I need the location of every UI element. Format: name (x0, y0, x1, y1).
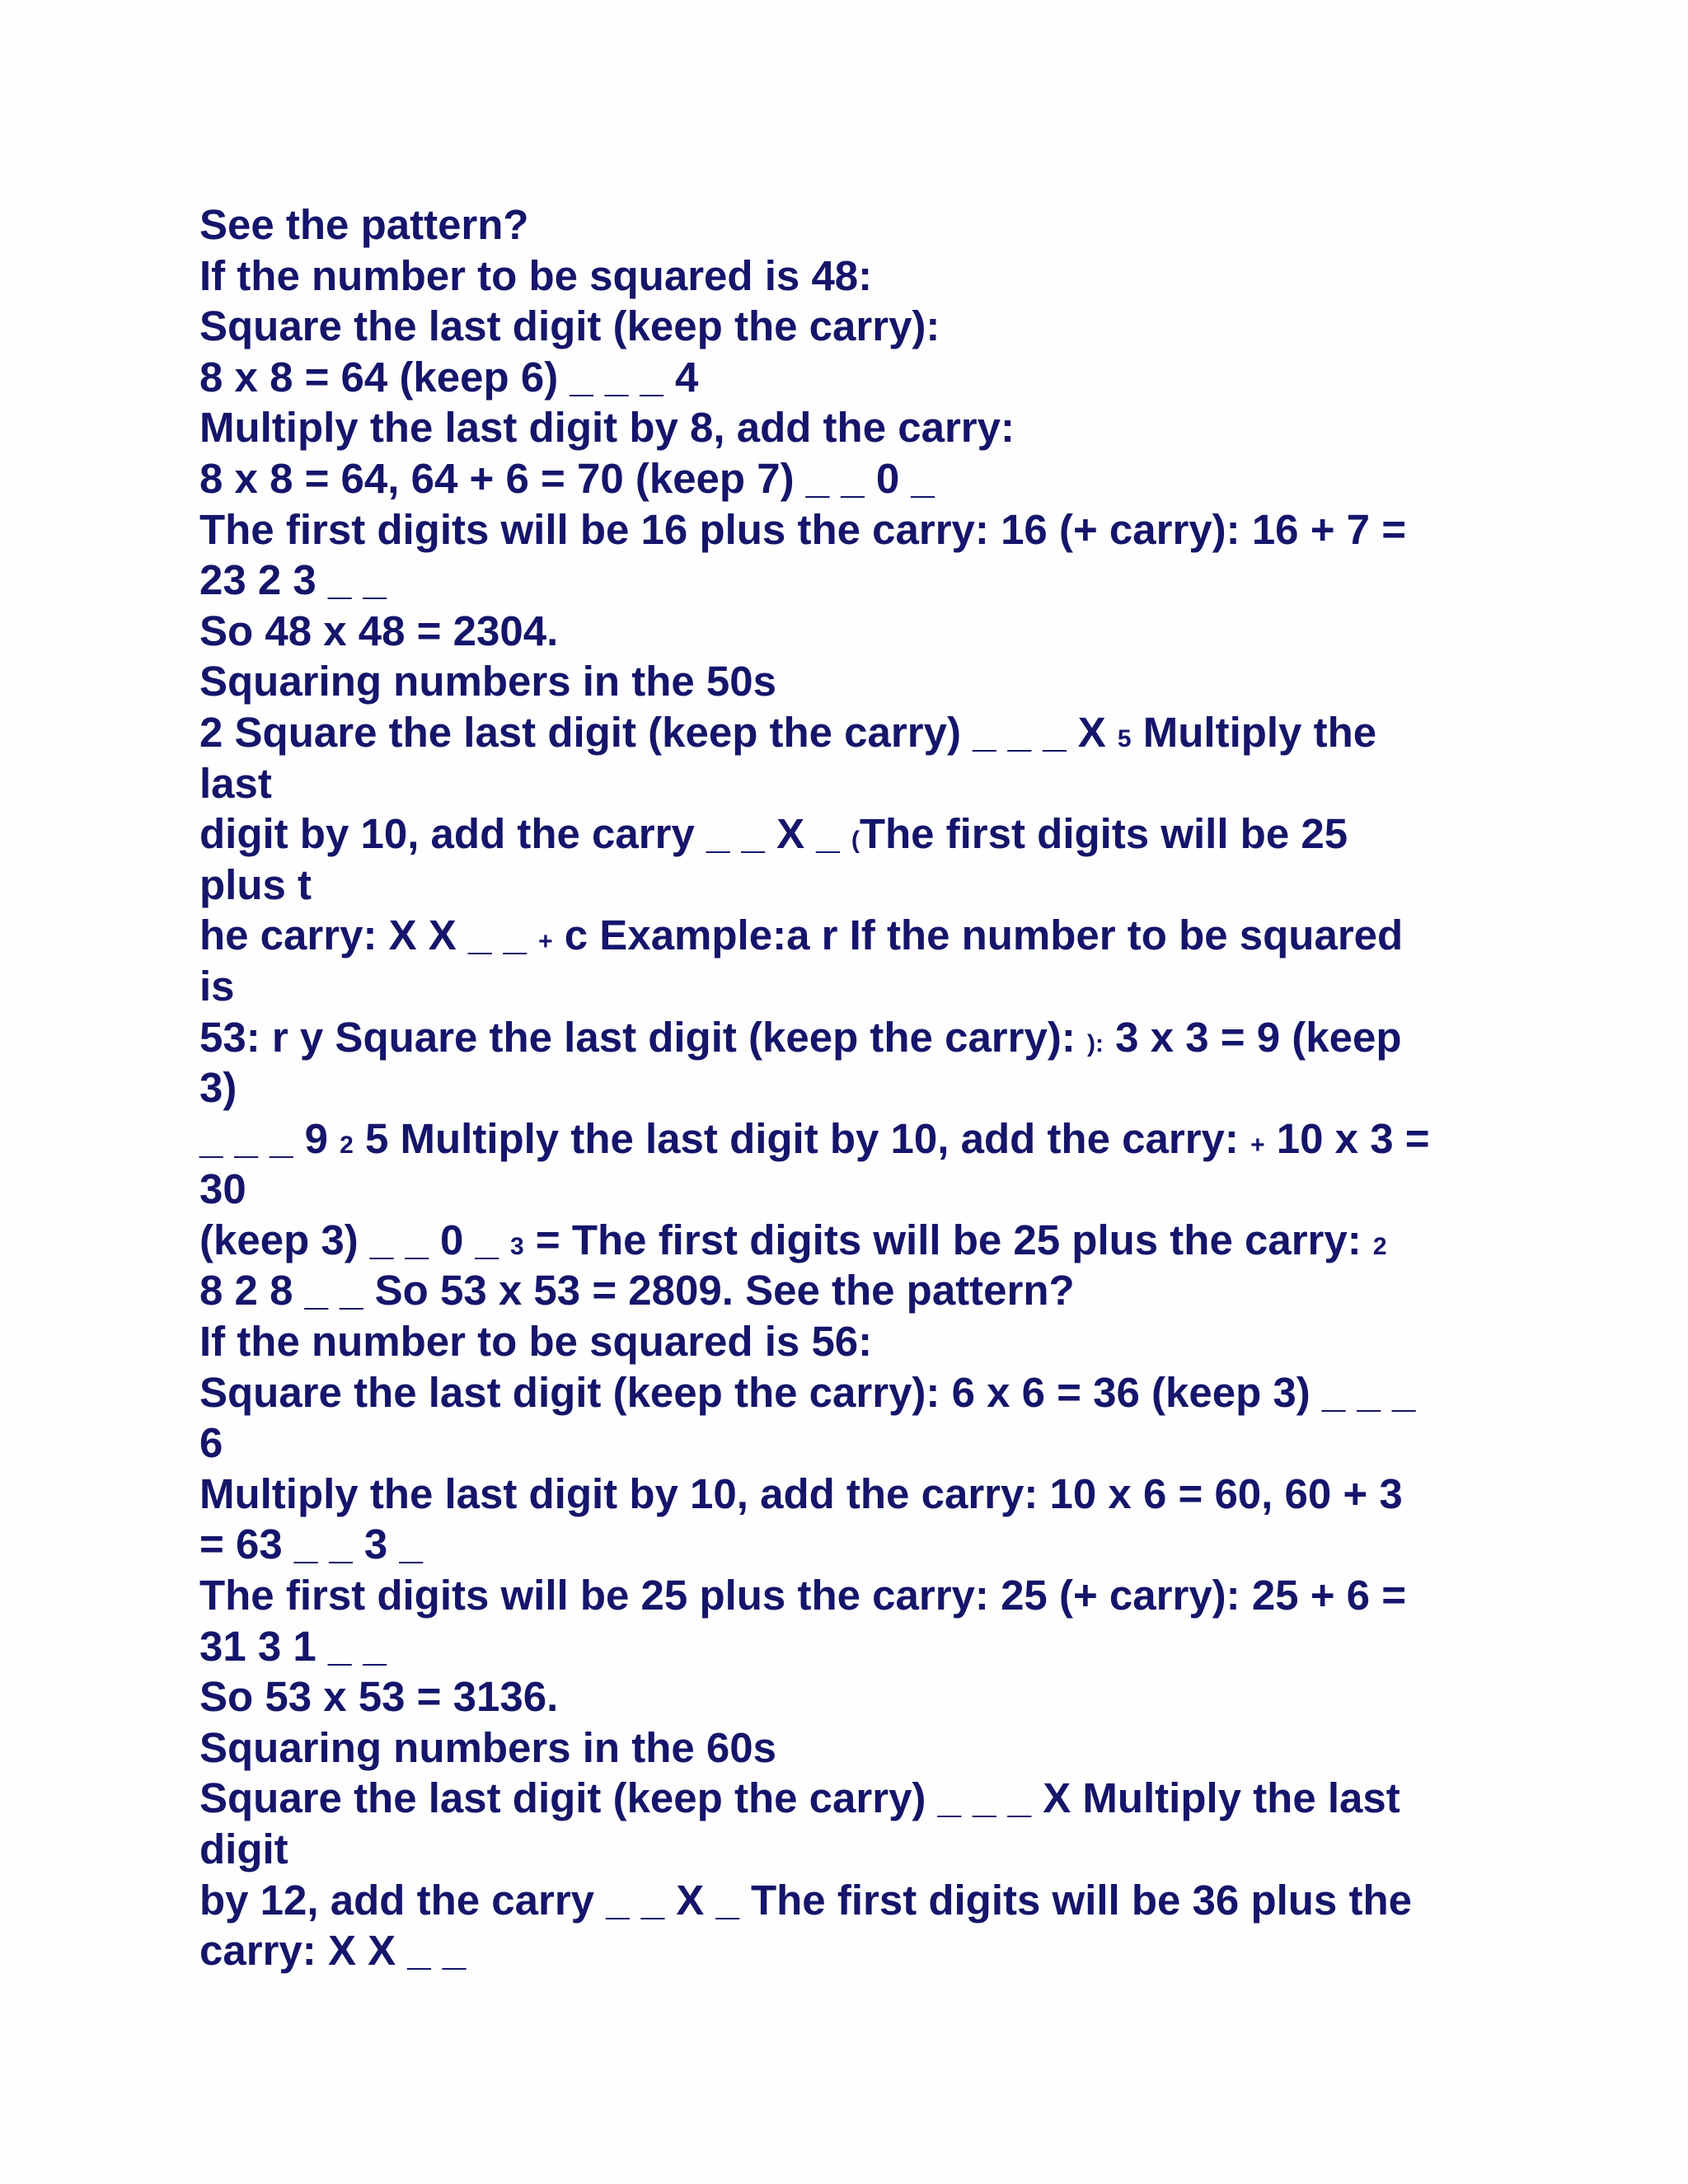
text-segment: 23 2 3 _ _ (199, 556, 387, 604)
document-body (199, 199, 1502, 1976)
text-segment: 30 (199, 1165, 246, 1213)
text-segment: is (199, 962, 235, 1010)
text-line (199, 910, 1502, 961)
text-segment: 6 (199, 1419, 223, 1467)
text-line (199, 707, 1502, 758)
text-line (199, 504, 1502, 555)
text-segment: 53: r y Square the last digit (keep the carry): (199, 1013, 1088, 1061)
text-segment: _ _ _ 9 (199, 1114, 340, 1162)
text-line (199, 1012, 1502, 1063)
text-segment: 8 x 8 = 64 (keep 6) _ _ _ 4 (199, 353, 699, 401)
text-line (199, 555, 1502, 606)
text-line (199, 1418, 1502, 1469)
text-segment: If the number to be squared is 56: (199, 1318, 873, 1366)
text-segment: See the pattern? (199, 201, 529, 248)
text-segment: he carry: X X _ _ (199, 912, 539, 959)
text-line (199, 758, 1502, 809)
text-segment: So 48 x 48 = 2304. (199, 607, 559, 654)
text-segment: Square the last digit (keep the carry) _ _ _ X Multiply the last (199, 1774, 1400, 1822)
text-segment: The first digits will be 25 plus the carry: 25 (+ carry): 25 + 6 = (199, 1572, 1406, 1619)
text-line (199, 199, 1502, 251)
small-marker: 2 (340, 1131, 354, 1159)
text-segment: digit by 10, add the carry _ _ X _ (199, 810, 851, 858)
text-line (199, 1824, 1502, 1875)
text-segment: If the number to be squared is 48: (199, 251, 873, 299)
text-line (199, 1265, 1502, 1316)
text-segment: 10 x 3 = (1264, 1114, 1430, 1162)
section-heading (199, 1722, 1502, 1774)
small-marker: + (1250, 1131, 1265, 1159)
text-line (199, 1773, 1502, 1824)
small-marker: ): (1087, 1029, 1104, 1057)
text-segment: The first digits will be 16 plus the carry: 16 (+ carry): 16 + 7 = (199, 505, 1406, 553)
text-line (199, 1570, 1502, 1621)
text-segment: 3 x 3 = 9 (keep (1104, 1013, 1402, 1061)
text-segment: 2 Square the last digit (keep the carry) _ _ _ X (199, 708, 1118, 756)
text-line (199, 251, 1502, 302)
text-segment: plus t (199, 860, 312, 908)
small-marker: ( (851, 827, 860, 855)
text-line (199, 606, 1502, 657)
text-segment: 3) (199, 1064, 237, 1112)
text-line (199, 1671, 1502, 1722)
text-line (199, 808, 1502, 860)
text-segment: 5 Multiply the last digit by 10, add the carry: (353, 1114, 1251, 1162)
text-segment: The first digits will be 25 (859, 810, 1348, 858)
text-line (199, 1164, 1502, 1215)
text-segment: Squaring numbers in the 50s (199, 658, 776, 705)
text-segment: So 53 x 53 = 3136. (199, 1673, 559, 1721)
text-segment: Multiply the last digit by 8, add the carry: (199, 404, 1015, 452)
text-line (199, 1215, 1502, 1266)
text-segment: digit (199, 1825, 288, 1872)
text-line (199, 1925, 1502, 1976)
text-line (199, 1367, 1502, 1418)
small-marker: 3 (510, 1232, 524, 1260)
text-line (199, 1875, 1502, 1926)
small-marker: 2 (1372, 1232, 1387, 1260)
small-marker: 5 (1117, 724, 1132, 752)
text-segment: = 63 _ _ 3 _ (199, 1521, 423, 1568)
text-line (199, 1519, 1502, 1570)
text-line (199, 1621, 1502, 1672)
text-line (199, 301, 1502, 352)
text-segment: Squaring numbers in the 60s (199, 1723, 776, 1771)
small-marker: + (538, 928, 553, 956)
text-segment: = The first digits will be 25 plus the carry: (523, 1216, 1373, 1263)
text-segment: carry: X X _ _ (199, 1927, 467, 1975)
text-segment: (keep 3) _ _ 0 _ (199, 1216, 511, 1263)
text-line (199, 453, 1502, 504)
text-segment: 8 2 8 _ _ So 53 x 53 = 2809. See the pattern? (199, 1267, 1075, 1315)
text-segment: 31 3 1 _ _ (199, 1622, 387, 1670)
text-segment: last (199, 759, 272, 807)
text-segment: c Example:a r If the number to be squared (552, 912, 1404, 959)
text-line (199, 860, 1502, 911)
text-segment: Multiply the last digit by 10, add the carry: 10 x 6 = 60, 60 + 3 (199, 1469, 1403, 1517)
text-line (199, 352, 1502, 403)
text-segment: Square the last digit (keep the carry): 6 x 6 = 36 (keep 3) _ _ _ (199, 1368, 1416, 1416)
text-line (199, 1113, 1502, 1165)
text-line (199, 1316, 1502, 1367)
text-segment: Square the last digit (keep the carry): (199, 302, 940, 350)
text-segment: by 12, add the carry _ _ X _ The first digits will be 36 plus the (199, 1876, 1412, 1924)
text-segment: Multiply the (1131, 708, 1377, 756)
text-segment: 8 x 8 = 64, 64 + 6 = 70 (keep 7) _ _ 0 _ (199, 454, 935, 502)
text-line (199, 1469, 1502, 1520)
section-heading (199, 656, 1502, 707)
text-line (199, 1062, 1502, 1113)
text-line (199, 961, 1502, 1012)
text-line (199, 402, 1502, 453)
